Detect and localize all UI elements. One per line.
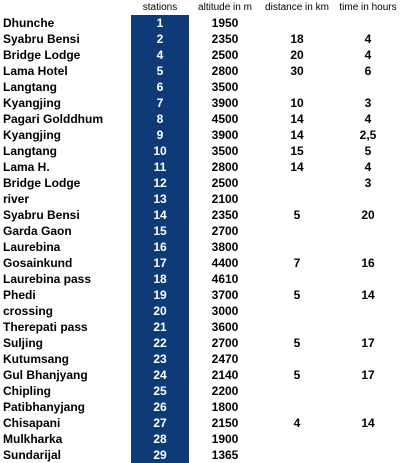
station-number: 28 [153, 432, 167, 446]
altitude-value: 3500 [211, 144, 239, 158]
station-name: Kutumsang [3, 352, 69, 366]
time-value: 20 [361, 208, 375, 222]
distance-value: 4 [293, 416, 301, 430]
altitude-value: 3600 [211, 320, 239, 334]
distance-value [261, 223, 333, 239]
table-row [0, 47, 405, 63]
station-name: Laurebina pass [3, 272, 92, 286]
distance-value [261, 383, 333, 399]
distance-value: 5 [293, 368, 301, 382]
station-name: Sundarijal [3, 448, 62, 462]
table-row [0, 79, 405, 95]
station-name: Pagari Golddhum [3, 112, 104, 126]
table-row [0, 335, 405, 351]
distance-value: 14 [290, 128, 304, 142]
distance-value: 5 [293, 288, 301, 302]
time-value: 4 [364, 112, 372, 126]
altitude-value: 2800 [211, 64, 239, 78]
table-row [0, 271, 405, 287]
time-value [333, 223, 403, 239]
distance-value [261, 271, 333, 287]
header-altitude: altitude in m [198, 2, 252, 13]
station-name: Laurebina [3, 240, 61, 254]
altitude-value: 3800 [211, 240, 239, 254]
distance-value: 15 [290, 144, 304, 158]
distance-value [261, 303, 333, 319]
time-value [333, 431, 403, 447]
distance-value [261, 175, 333, 191]
table-row [0, 239, 405, 255]
table-row [0, 399, 405, 415]
altitude-value: 2700 [211, 336, 239, 350]
distance-value [261, 15, 333, 31]
station-number: 4 [156, 48, 164, 62]
altitude-value: 2100 [211, 192, 239, 206]
table-row [0, 31, 405, 47]
table-row [0, 303, 405, 319]
station-name: Kyangjing [3, 96, 62, 110]
station-name: river [3, 192, 30, 206]
station-name: Mulkharka [3, 432, 63, 446]
station-name: Suljing [3, 336, 43, 350]
altitude-value: 4610 [211, 272, 239, 286]
station-number: 11 [153, 160, 167, 174]
station-name: Gosainkund [3, 256, 73, 270]
station-name: Langtang [3, 144, 57, 158]
station-number: 12 [153, 176, 167, 190]
station-number: 1 [156, 16, 164, 30]
station-number: 18 [153, 272, 167, 286]
station-number: 15 [153, 224, 167, 238]
station-number: 26 [153, 400, 167, 414]
station-name: Gul Bhanjyang [3, 368, 88, 382]
time-value: 6 [364, 64, 372, 78]
altitude-value: 3700 [211, 288, 239, 302]
time-value: 4 [364, 48, 372, 62]
distance-value [261, 431, 333, 447]
station-name: Phedi [3, 288, 36, 302]
station-number: 14 [153, 208, 167, 222]
altitude-value: 2500 [211, 176, 239, 190]
table-row [0, 63, 405, 79]
station-name: Garda Gaon [3, 224, 72, 238]
station-number: 10 [153, 144, 167, 158]
altitude-value: 3000 [211, 304, 239, 318]
table-row [0, 255, 405, 271]
altitude-value: 1900 [211, 432, 239, 446]
table-row [0, 319, 405, 335]
altitude-value: 3500 [211, 80, 239, 94]
table-header [0, 2, 405, 14]
station-name: Bridge Lodge [3, 176, 81, 190]
distance-value: 10 [290, 96, 304, 110]
distance-value: 14 [290, 160, 304, 174]
station-name: Lama H. [3, 160, 50, 174]
table-row [0, 159, 405, 175]
time-value: 5 [364, 144, 372, 158]
station-number: 25 [153, 384, 167, 398]
altitude-value: 1365 [211, 448, 239, 462]
distance-value [261, 319, 333, 335]
time-value: 17 [361, 368, 375, 382]
altitude-value: 2800 [211, 160, 239, 174]
altitude-value: 1800 [211, 400, 239, 414]
table-row [0, 367, 405, 383]
station-number: 29 [153, 448, 167, 462]
time-value [333, 351, 403, 367]
station-name: Patibhanyjang [3, 400, 86, 414]
time-value: 3 [364, 96, 372, 110]
time-value [333, 383, 403, 399]
station-name: Syabru Bensi [3, 32, 80, 46]
table-row [0, 415, 405, 431]
station-number: 2 [156, 32, 164, 46]
altitude-value: 2500 [211, 48, 239, 62]
station-number: 16 [153, 240, 167, 254]
station-number: 22 [153, 336, 167, 350]
station-number: 7 [156, 96, 164, 110]
altitude-value: 2140 [211, 368, 239, 382]
table-row [0, 15, 405, 31]
station-number: 20 [153, 304, 167, 318]
altitude-value: 2350 [211, 32, 239, 46]
altitude-value: 4400 [211, 256, 239, 270]
station-name: Syabru Bensi [3, 208, 80, 222]
distance-value: 7 [293, 256, 301, 270]
distance-value: 5 [293, 336, 301, 350]
time-value [333, 271, 403, 287]
distance-value: 20 [290, 48, 304, 62]
station-name: Chipling [3, 384, 51, 398]
time-value [333, 15, 403, 31]
time-value: 16 [361, 256, 375, 270]
altitude-value: 2470 [211, 352, 239, 366]
station-name: crossing [3, 304, 54, 318]
station-number: 19 [153, 288, 167, 302]
station-name: Bridge Lodge [3, 48, 81, 62]
altitude-value: 2150 [211, 416, 239, 430]
altitude-value: 3900 [211, 96, 239, 110]
header-distance: distance in km [265, 2, 329, 13]
station-number: 8 [156, 112, 164, 126]
altitude-value: 3900 [211, 128, 239, 142]
distance-value: 5 [293, 208, 301, 222]
table-row [0, 95, 405, 111]
station-number: 5 [156, 64, 164, 78]
time-value [333, 191, 403, 207]
time-value: 3 [364, 176, 372, 190]
altitude-value: 2350 [211, 208, 239, 222]
distance-value [261, 191, 333, 207]
table-row [0, 351, 405, 367]
station-name: Therepati pass [3, 320, 88, 334]
table-row [0, 191, 405, 207]
time-value: 14 [361, 288, 375, 302]
station-name: Kyangjing [3, 128, 62, 142]
distance-value: 18 [290, 32, 304, 46]
distance-value [261, 79, 333, 95]
distance-value: 30 [290, 64, 304, 78]
time-value [333, 79, 403, 95]
time-value [333, 399, 403, 415]
table-row [0, 175, 405, 191]
altitude-value: 4500 [211, 112, 239, 126]
table-row [0, 143, 405, 159]
time-value: 4 [364, 32, 372, 46]
distance-value [261, 447, 333, 463]
station-number: 13 [153, 192, 167, 206]
table-row [0, 383, 405, 399]
header-stations: stations [142, 2, 178, 13]
table-row [0, 127, 405, 143]
station-name: Langtang [3, 80, 57, 94]
time-value [333, 319, 403, 335]
station-number: 17 [153, 256, 167, 270]
table-row [0, 223, 405, 239]
station-number: 9 [156, 128, 164, 142]
distance-value [261, 239, 333, 255]
distance-value: 14 [290, 112, 304, 126]
station-name: Dhunche [3, 16, 55, 30]
station-number: 6 [156, 80, 164, 94]
time-value [333, 239, 403, 255]
header-time: time in hours [339, 2, 397, 13]
table-row [0, 111, 405, 127]
station-number: 27 [153, 416, 167, 430]
station-name: Chisapani [3, 416, 61, 430]
table-row [0, 447, 405, 463]
table-row [0, 207, 405, 223]
altitude-value: 1950 [211, 16, 239, 30]
station-number: 21 [153, 320, 167, 334]
table-row [0, 287, 405, 303]
distance-value [261, 399, 333, 415]
altitude-value: 2200 [211, 384, 239, 398]
distance-value [261, 351, 333, 367]
time-value: 14 [361, 416, 375, 430]
time-value: 2,5 [359, 128, 377, 142]
time-value: 4 [364, 160, 372, 174]
station-name: Lama Hotel [3, 64, 68, 78]
altitude-value: 2700 [211, 224, 239, 238]
station-number: 23 [153, 352, 167, 366]
time-value: 17 [361, 336, 375, 350]
station-number: 24 [153, 368, 167, 382]
time-value [333, 303, 403, 319]
table-row [0, 431, 405, 447]
time-value [333, 447, 403, 463]
